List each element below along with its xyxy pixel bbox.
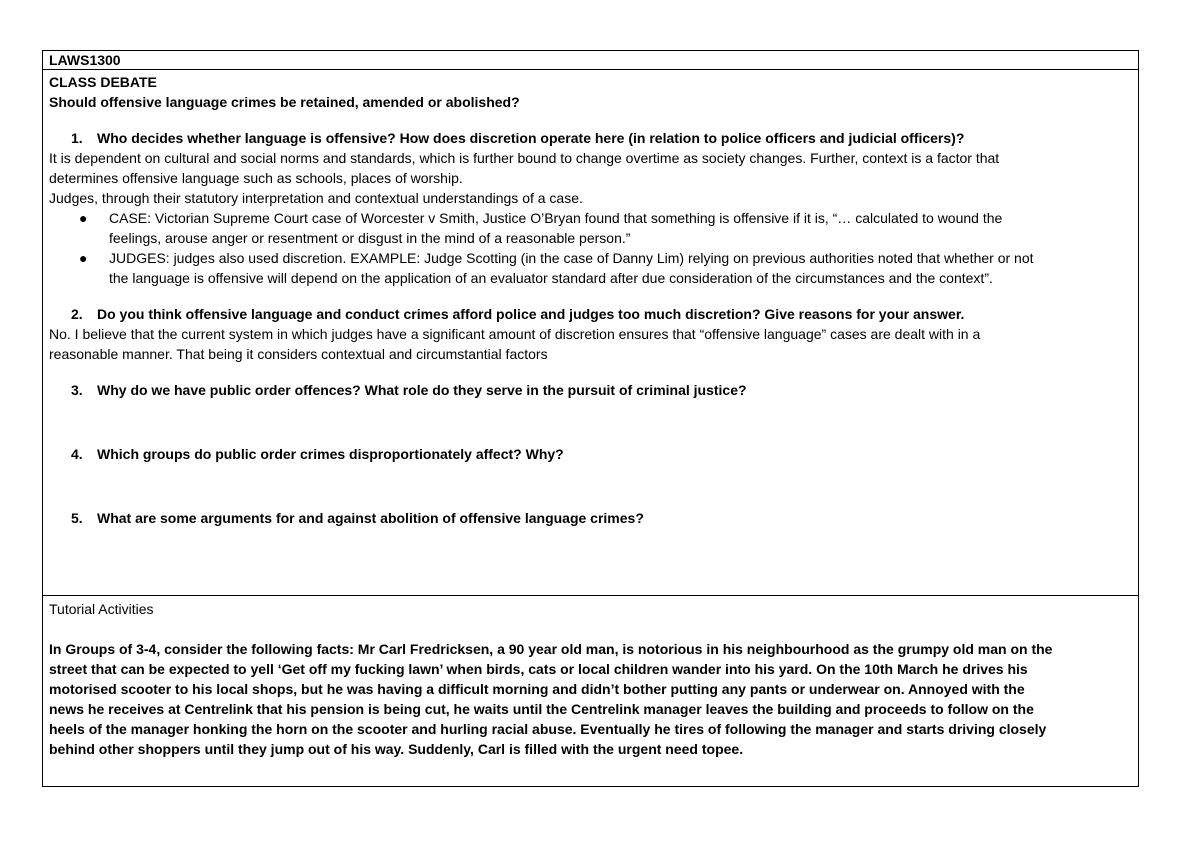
tutorial-facts-line-6: behind other shoppers until they jump out of his way. Suddenly, Carl is filled with the urgent need topee. <box>49 741 744 757</box>
question-5-number: 5. <box>71 510 83 526</box>
question-4 <box>49 444 1132 464</box>
question-4-number: 4. <box>71 446 83 462</box>
answer-1-line-1: It is dependent on cultural and social norms and standards, which is further bound to change overtime as society changes. Further, context is a factor that <box>49 150 1000 166</box>
question-3-number: 3. <box>71 382 83 398</box>
question-2 <box>49 304 1132 324</box>
debate-question: Should offensive language crimes be retained, amended or abolished? <box>49 94 520 110</box>
bullet-case-line-2: feelings, arouse anger or resentment or disgust in the mind of a reasonable person.” <box>109 230 631 246</box>
tutorial-facts-line-3: motorised scooter to his local shops, but he was having a difficult morning and didn’t bother putting any pants or underwear on. Annoyed with the <box>49 681 1025 697</box>
bullet-icon: ● <box>79 210 88 226</box>
debate-section <box>43 70 1138 596</box>
question-2-text: Do you think offensive language and conduct crimes afford police and judges too much discretion? Give reasons for your answer. <box>97 306 965 322</box>
answer-1-line-3: Judges, through their statutory interpretation and contextual understandings of a case. <box>49 190 583 206</box>
worksheet-table <box>42 50 1139 787</box>
question-1-number: 1. <box>71 130 83 146</box>
answer-1-line-2: determines offensive language such as schools, places of worship. <box>49 170 463 186</box>
answer-2-line-1: No. I believe that the current system in which judges have a significant amount of discretion ensures that “offensive language” cases are dealt with in a <box>49 326 981 342</box>
question-4-text: Which groups do public order crimes disproportionately affect? Why? <box>97 446 564 462</box>
tutorial-facts-line-2: street that can be expected to yell ‘Get off my fucking lawn’ when birds, cats or local children wander into his yard. On the 10th March he drives his <box>49 661 1028 677</box>
bullet-case-line-1: CASE: Victorian Supreme Court case of Worcester v Smith, Justice O’Bryan found that something is offensive if it is, “… calculated to wound the <box>109 210 1003 226</box>
tutorial-facts-line-5: heels of the manager honking the horn on the scooter and hurling racial abuse. Eventually he tires of following the manager and starts driving closely <box>49 721 1047 737</box>
bullet-judges-line-1: JUDGES: judges also used discretion. EXAMPLE: Judge Scotting (in the case of Danny Lim) relying on previous authorities noted that whether or not <box>109 250 1034 266</box>
course-code: LAWS1300 <box>49 52 121 68</box>
tutorial-heading: Tutorial Activities <box>49 601 154 617</box>
question-1 <box>49 128 1132 148</box>
tutorial-facts-line-1: In Groups of 3-4, consider the following facts: Mr Carl Fredricksen, a 90 year old man, is notorious in his neighbourhood as the grumpy old man on the <box>49 641 1053 657</box>
course-code-row <box>43 51 1138 70</box>
question-5-text: What are some arguments for and against abolition of offensive language crimes? <box>97 510 644 526</box>
question-2-number: 2. <box>71 306 83 322</box>
bullet-judges-line-2: the language is offensive will depend on the application of an evaluator standard after due consideration of the circumstances and the context”. <box>109 270 993 286</box>
bullet-icon: ● <box>79 250 88 266</box>
tutorial-facts-line-4: news he receives at Centrelink that his pension is being cut, he waits until the Centrelink manager leaves the building and proceeds to follow on the <box>49 701 1034 717</box>
answer-1-bullet-judges <box>49 248 1132 288</box>
question-5 <box>49 508 1132 528</box>
question-3 <box>49 380 1132 400</box>
question-1-text: Who decides whether language is offensive? How does discretion operate here (in relation to police officers and judicial officers)? <box>97 130 965 146</box>
question-3-text: Why do we have public order offences? What role do they serve in the pursuit of criminal justice? <box>97 382 747 398</box>
answer-1-bullet-case <box>49 208 1132 248</box>
answer-2-line-2: reasonable manner. That being it considers contextual and circumstantial factors <box>49 346 548 362</box>
tutorial-section <box>43 596 1138 786</box>
debate-heading: CLASS DEBATE <box>49 74 157 90</box>
